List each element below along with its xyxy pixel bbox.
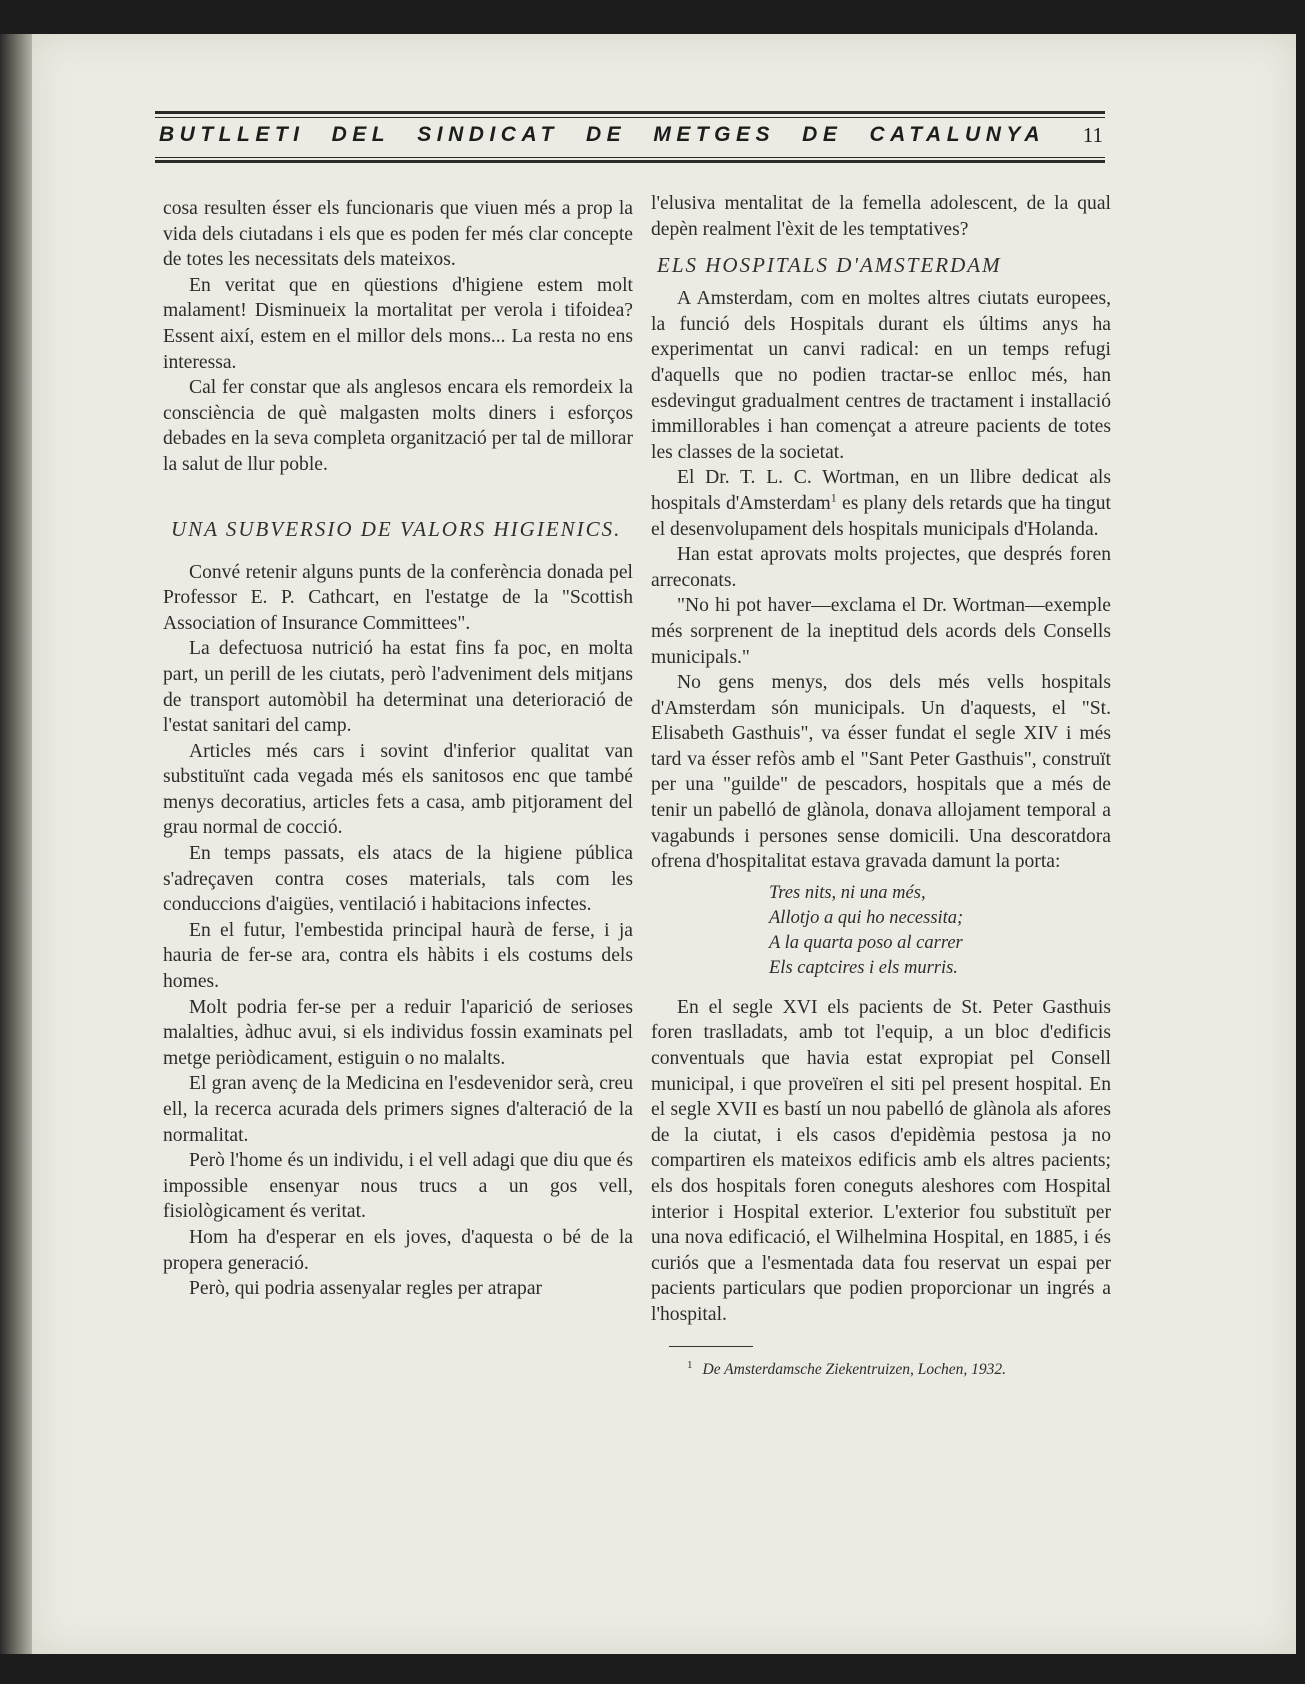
left-column [163, 196, 633, 1302]
section-heading: ELS HOSPITALS D'AMSTERDAM [657, 253, 1002, 278]
paragraph: No gens menys, dos dels més vells hospitals d'Amsterdam són municipals. Un d'aquests, el "St. Elisabeth Gasthuis", va ésser fundat el segle XIV i més tard va ésser refòs amb el "Sant Peter Gasthuis", construït per una "guilde" de pescadors, hospitals que a més de tenir un pabelló de glànola, donava allojament temporal a vagabunds i persones sense domicili. Una descoratdora ofrena d'hospitalitat estava gravada damunt la porta: [651, 672, 1111, 873]
paragraph: En temps passats, els atacs de la higiene pública s'adreçaven contra coses materials, tals com les conduccions d'aigües, ventilació i habitacions infectes. [163, 843, 633, 916]
title-word: METGES [653, 123, 776, 146]
paragraph: A Amsterdam, com en moltes altres ciutats europees, la funció dels Hospitals durant els últims anys ha experimentat un canvi radical: en un temps refugi d'aquells que no podien tractar-se enlloc més, han esdevingut gradualment centres de tractament i installació immillorables i han començat a atreure pacients de totes les classes de la societat. [651, 288, 1111, 463]
title-word: DEL [331, 123, 391, 146]
verse-line: Allotjo a qui ho necessita; [769, 907, 964, 928]
title-word: DE [802, 123, 843, 146]
footnote-rule [669, 1346, 753, 1347]
right-column [651, 191, 1111, 1382]
paragraph: cosa resulten ésser els funcionaris que viuen més a prop la vida dels ciutadans i els que es poden fer més clar concepte de totes les necessitats dels mateixos. [163, 198, 633, 271]
header-rule [155, 157, 1105, 158]
header-rule [155, 111, 1105, 114]
paragraph: Hom ha d'esperar en els joves, d'aquesta o bé de la propera generació. [163, 1226, 633, 1274]
running-header [155, 111, 1105, 163]
footnote-mark: 1 [687, 1358, 693, 1371]
verse-line: Tres nits, ni una més, [769, 882, 926, 903]
paragraph: Però, qui podria assenyalar regles per atrapar [189, 1278, 543, 1300]
paragraph: Molt podria fer-se per a reduir l'aparició de serioses malalties, àdhuc avui, si els individus fossin examinats pel metge periòdicament, estiguin o no malalts. [163, 996, 633, 1069]
paragraph: En el segle XVI els pacients de St. Peter Gasthuis foren traslladats, amb tot l'equip, a un bloc d'edificis conventuals que havia estat expropiat pel Consell municipal, i que proveïren el siti pel present hospital. En el segle XVII es bastí un nou pabelló de glànola als afores de la ciutat, i els casos d'epidèmia pestosa ja no compartiren els mateixos edificis amb els altres pacients; els dos hospitals foren coneguts aleshores com Hospital interior i Hospital exterior. L'exterior fou substituït per una nova edificació, el Wilhelmina Hospital, en 1885, i és curiós que a l'esmentada data fou reservat un espai per pacients particulars que podien proporcionar un ingrés a l'hospital. [651, 996, 1111, 1325]
title-word: SINDICAT [417, 123, 559, 146]
paragraph: Però l'home és un individu, i el vell adagi que diu que és impossible ensenyar nous trucs a un gos vell, fisiològicament és veritat. [163, 1150, 633, 1223]
paragraph-text: El Dr. T. L. C. Wortman, en un llibre dedicat als hospitals d'Amsterdam [651, 467, 1111, 514]
page-number: 11 [1082, 123, 1103, 147]
page-edge-shadow [0, 34, 34, 1654]
paragraph: La defectuosa nutrició ha estat fins fa poc, en molta part, un perill de les ciutats, però l'adveniment dels mitjans de transport automòbil ha determinat una deterioració de l'estat sanitari del camp. [163, 638, 633, 737]
paragraph: Cal fer constar que als anglesos encara els remordeix la consciència de què malgasten molts diners i esforços debades en la seva completa organització per tal de millorar la salut de llur poble. [163, 377, 633, 475]
footnote-reference: 1 [830, 490, 837, 505]
footnote [651, 1353, 1111, 1383]
paragraph: "No hi pot haver—exclama el Dr. Wortman—exemple més sorprenent de la ineptitud dels acords dels Consells municipals." [651, 595, 1111, 668]
verse-line: Els captcires i els murris. [769, 957, 958, 978]
header-rule [155, 117, 1105, 118]
title-word: CATALUNYA [869, 123, 1045, 146]
journal-title [159, 123, 1045, 147]
title-word: DE [586, 123, 627, 146]
paragraph: Convé retenir alguns punts de la conferència donada pel Professor E. P. Cathcart, en l'estatge de la "Scottish Association of Insurance Committees". [163, 561, 633, 634]
verse-line: A la quarta poso al carrer [769, 932, 963, 953]
paragraph: l'elusiva mentalitat de la femella adolescent, de la qual depèn realment l'èxit de les temptatives? [651, 193, 1111, 240]
paragraph: Han estat aprovats molts projectes, que després foren arreconats. [651, 544, 1111, 591]
paragraph: En veritat que en qüestions d'higiene estem molt malament! Disminueix la mortalitat per verola i tifoidea? Essent així, estem en el millor dels mons... La resta no ens interessa. [163, 274, 633, 373]
section-heading: UNA SUBVERSIO DE VALORS HIGIENICS. [171, 516, 622, 541]
paragraph: El gran avenç de la Medicina en l'esdevenidor serà, creu ell, la recerca acurada dels primers signes d'alteració de la normalitat. [163, 1073, 633, 1146]
verse-inscription [769, 881, 1111, 981]
paragraph: Articles més cars i sovint d'inferior qualitat van substituïnt cada vegada més els sanitosos enc que també menys decoratius, articles fets a casa, amb pitjorament del grau normal de cocció. [163, 740, 633, 839]
paragraph [651, 465, 1111, 542]
header-rule [155, 160, 1105, 163]
paragraph-text: es plany dels retards que ha tingut el desenvolupament dels hospitals municipals d'Holanda. [651, 492, 1111, 540]
paragraph: En el futur, l'embestida principal haurà de ferse, i ja hauria de fer-se ara, contra els hàbits i els costums dels homes. [163, 919, 633, 993]
title-word: BUTLLETI [159, 123, 305, 146]
footnote-text: De Amsterdamsche Ziekentruizen, Lochen, 1932. [702, 1360, 1006, 1378]
